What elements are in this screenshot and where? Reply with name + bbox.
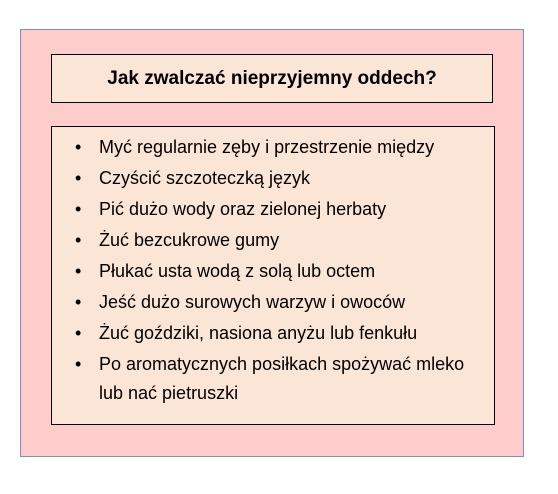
bullet-icon: • [75,168,82,188]
tips-box [51,126,495,425]
list-item [52,164,479,193]
tip-text: Żuć bezcukrowe gumy [99,230,280,250]
bullet-icon: • [75,292,82,312]
tip-text: Płukać usta wodą z solą lub octem [99,261,376,281]
tip-text: Pić dużo wody oraz zielonej herbaty [99,199,387,219]
list-item [52,257,479,286]
bullet-icon: • [75,199,82,219]
tip-text: Czyścić szczoteczką język [99,168,311,188]
bullet-icon: • [75,354,82,374]
bullet-icon: • [75,230,82,250]
tip-text: Myć regularnie zęby i przestrzenie między [99,137,435,157]
tip-text: Po aromatycznych posiłkach spożywać mleko lub nać pietruszki [99,354,465,403]
list-item [52,133,479,162]
list-item [52,319,479,348]
list-item [52,350,479,408]
bullet-icon: • [75,137,82,157]
list-item [52,288,479,317]
bullet-icon: • [75,323,82,343]
list-item [52,226,479,255]
tip-text: Jeść dużo surowych warzyw i owoców [99,292,406,312]
infographic-panel [20,29,524,457]
title-box [51,54,493,103]
bullet-icon: • [75,261,82,281]
list-item [52,195,479,224]
tips-list [52,127,494,408]
page-title: Jak zwalczać nieprzyjemny oddech? [107,67,437,89]
tip-text: Żuć goździki, nasiona anyżu lub fenkułu [99,323,418,343]
